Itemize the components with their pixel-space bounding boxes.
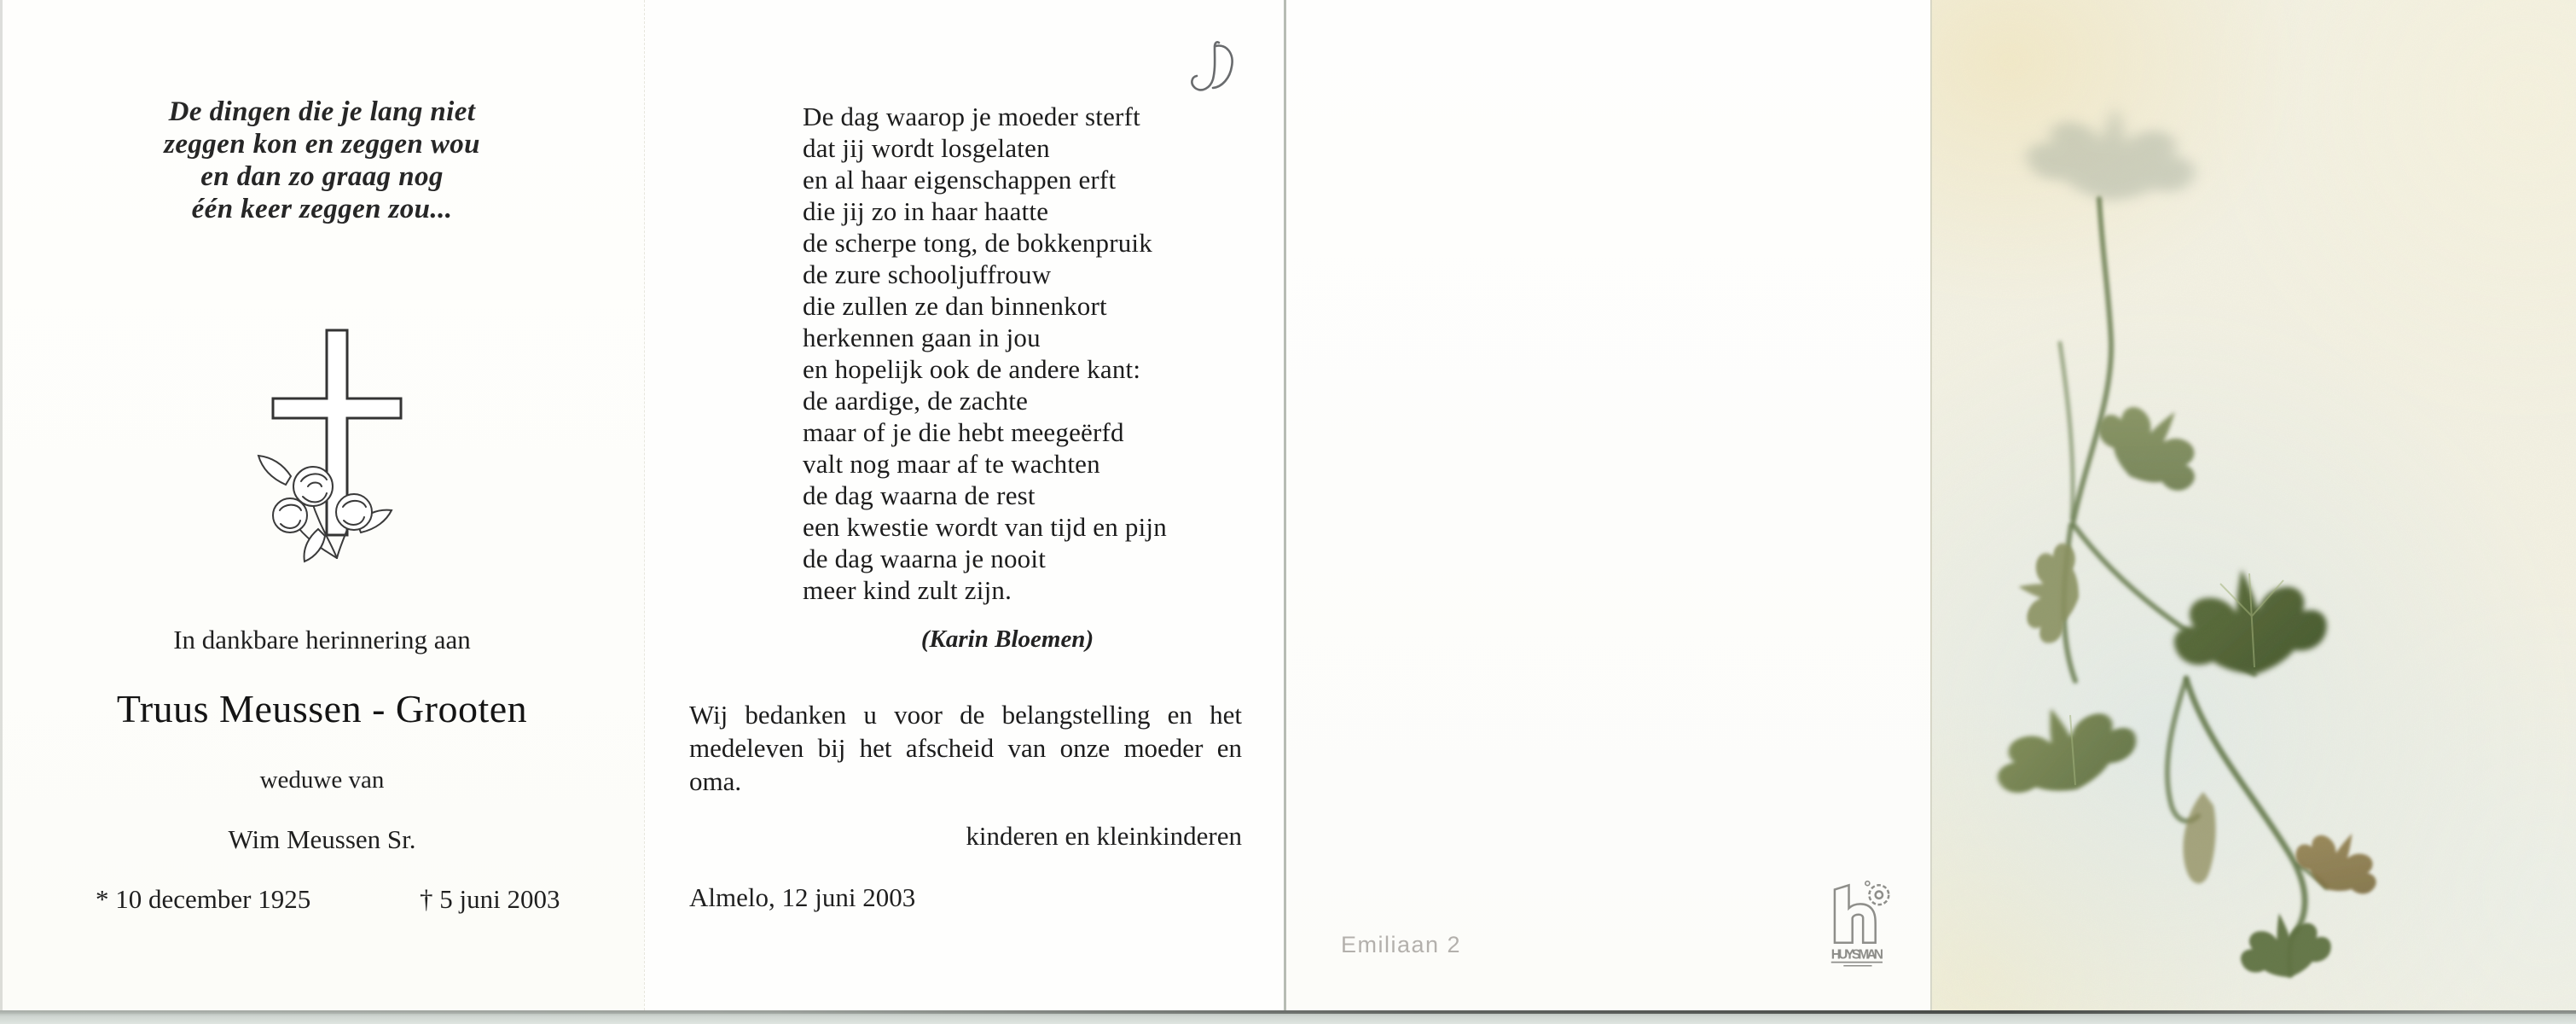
poem-line: dat jij wordt losgelaten (803, 133, 1050, 163)
deceased-name: Truus Meussen - Grooten (116, 687, 528, 730)
middle-panel (644, 0, 1287, 1010)
ivy-illustration (1932, 0, 2576, 1017)
opening-poem (0, 96, 644, 225)
mother-poem (803, 101, 1167, 606)
signature: kinderen en kleinkinderen (966, 821, 1242, 851)
poem-line: een kwestie wordt van tijd en pijn (803, 512, 1167, 542)
poem-line: valt nog maar af te wachten (803, 449, 1100, 479)
poem-line: De dag waarop je moeder sterft (803, 102, 1140, 131)
birth-date: * 10 december 1925 (96, 884, 311, 914)
place-and-date: Almelo, 12 juni 2003 (689, 882, 916, 912)
roses-icon (258, 456, 392, 561)
handwritten-mark (1191, 38, 1244, 109)
poem-line: de zure schooljuffrouw (803, 259, 1052, 289)
logo-flower-icon (1869, 885, 1888, 905)
memorial-intro: In dankbare herinnering aan (173, 625, 471, 655)
logo-degree-icon (1865, 881, 1870, 886)
huysman-logo (1822, 879, 1897, 971)
logo-text: HUYSMAN (1830, 947, 1883, 963)
back-panel (1286, 0, 1930, 1010)
poem-line: meer kind zult zijn. (803, 575, 1012, 605)
poem-line: de aardige, de zachte (803, 386, 1029, 416)
poem-line: de dag waarna de rest (803, 480, 1036, 510)
cross-and-roses-image (252, 317, 414, 573)
poem-line: maar of je die hebt meegeërfd (803, 417, 1124, 447)
death-date: † 5 juni 2003 (420, 884, 560, 914)
poem-line: en hopelijk ook de andere kant: (803, 354, 1141, 384)
relation-label: weduwe van (259, 766, 385, 794)
ivy-panel (1930, 0, 2576, 1017)
poem-line: herkennen gaan in jou (803, 323, 1041, 352)
watercolor-grain (1932, 0, 2576, 1017)
poem-line: en al haar eigenschappen erft (803, 165, 1117, 195)
scan-left-edge (0, 0, 3, 1010)
card-bottom-edge (0, 1010, 2576, 1014)
poem-line: De dingen die je lang niet (168, 96, 476, 127)
logo-flower-center-icon (1876, 892, 1883, 899)
poem-line: zeggen kon en zeggen wou (164, 129, 480, 160)
thanks-paragraph: Wij bedanken u voor de belangstelling en het medeleven bij het afscheid van onze moeder en oma. (689, 700, 1242, 796)
poem-line: die zullen ze dan binnenkort (803, 291, 1107, 321)
poem-line: de scherpe tong, de bokkenpruik (803, 228, 1152, 258)
series-label: Emiliaan 2 (1341, 932, 1462, 957)
left-panel (0, 0, 644, 1010)
poem-line: die jij zo in haar haatte (803, 196, 1049, 226)
spouse-name: Wim Meussen Sr. (228, 824, 416, 854)
poem-line: één keer zeggen zou... (191, 194, 453, 224)
poem-line: de dag waarna je nooit (803, 544, 1047, 573)
poem-attribution: (Karin Bloemen) (920, 625, 1094, 653)
poem-line: en dan zo graag nog (200, 161, 444, 192)
